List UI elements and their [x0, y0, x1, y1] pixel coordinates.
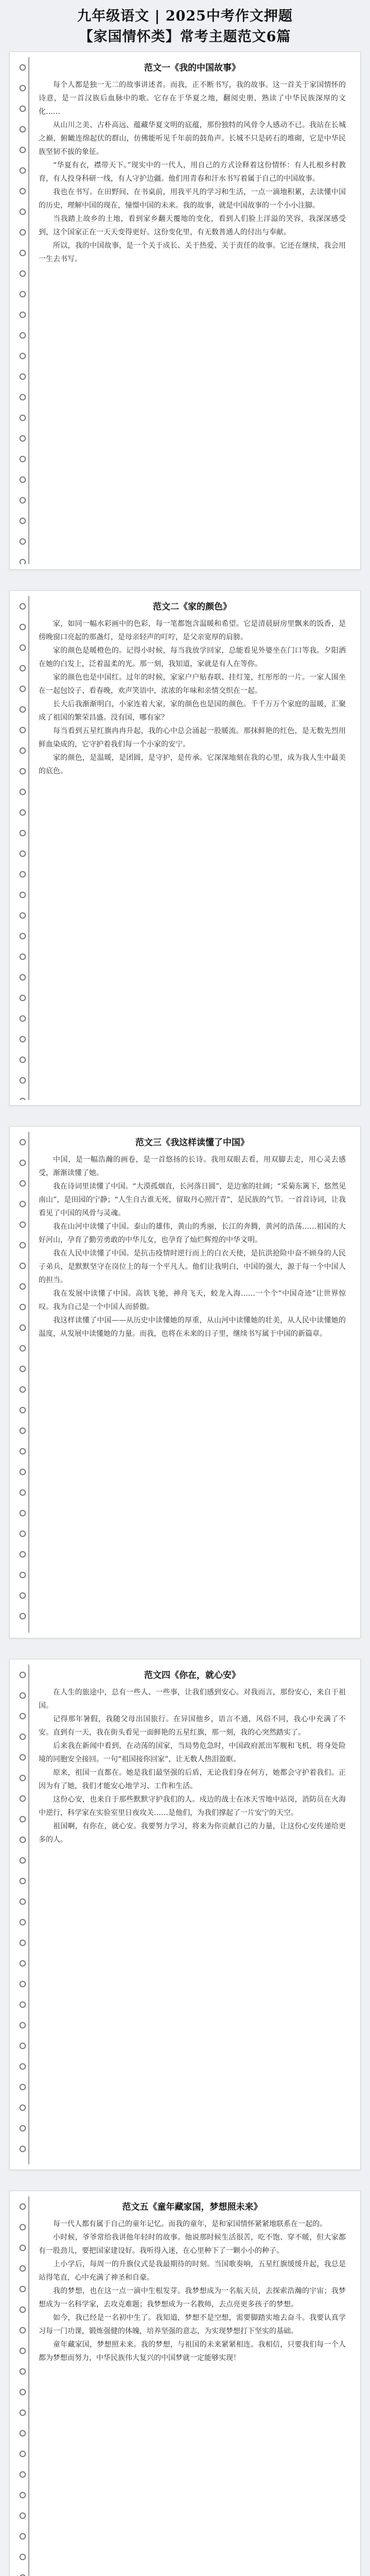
binder-rings-icon	[15, 1665, 30, 2164]
essay-paragraph: 上小学后，每周一的升旗仪式是我最期待的时刻。当国歌奏响，五星红旗缓缓升起，我总是站得笔直，心中充满了神圣和自豪。	[39, 2260, 346, 2282]
essay-title: 范文五《童年藏家国，梦想照未来》	[122, 2202, 262, 2212]
essay-card	[9, 1126, 361, 1638]
card-spacer	[9, 570, 361, 590]
essay-paragraph: 我在诗词里读懂了中国。“大漠孤烟直，长河落日圆”，是边塞的壮阔；“采菊东篱下，悠然见南山”，是田园的宁静；“人生自古谁无死，留取丹心照汗青”，是民族的气节。一首首诗词，让我看见了中国的风骨与灵魂。	[39, 1182, 346, 1217]
binder-rings-icon	[15, 596, 30, 1100]
binder-rings-icon	[15, 2196, 30, 2576]
essay-card	[9, 1659, 361, 2170]
essay-paragraph: 小时候，爷爷常给我讲他年轻时的故事。他说那时候生活很苦，吃不饱、穿不暖，但大家都有一股劲儿，要把国家建设好。我听得入迷，在心里种下了一颗小小的种子。	[39, 2233, 346, 2255]
essay-paragraph: “华夏有衣，襟带天下。”现实中的一代人，用自己的方式诠释着这份情怀：有人扎根乡村教育，有人投身科研一线，有人守护边疆。他们用青春和汗水书写着属于自己的中国故事。	[39, 161, 346, 183]
essay-title: 范文三《我这样读懂了中国》	[135, 1138, 249, 1148]
essay-list	[9, 52, 361, 2576]
essay-paragraph: 每个人都是独一无二的故事讲述者。而我，正不断书写，我的故事。这一首关于家国情怀的诗意，是一首汉族后血脉中的歌。它存在于华夏之地，翻阅史册，熟读了中华民族深厚的文化……	[39, 81, 346, 116]
essay-paragraph: 当我踏上故乡的土地，看到家乡翻天覆地的变化，看到人们脸上洋溢的笑容，我深深感受到，这个国家正在一天天变得更好。这份变化里，有无数普通人的付出与奉献。	[39, 215, 346, 236]
essay-paragraph: 后来我在新闻中看到，在动荡的国家，当局势危急时，中国政府派出军舰和飞机，将身处险境的同胞安全接回。一句“祖国接你回家”，让无数人热泪盈眶。	[39, 1742, 346, 1764]
essay-paragraph: 家，如同一幅水彩画中的色彩，每一笔都饱含温暖和希望。它是清晨厨房里飘来的饭香，是傍晚窗口亮起的那盏灯，是母亲轻声的叮咛，是父亲宽厚的肩膀。	[39, 620, 346, 641]
essay-paragraph: 家的颜色是暖橙色的。记得小时候，每当我放学回家，总能看见外婆坐在门口等我。夕阳洒在她的白发上，泛着温柔的光。那一刻，我知道，家就是有人在等你。	[39, 647, 346, 668]
essay-paragraph: 我这样读懂了中国——从历史中读懂她的厚重，从山河中读懂她的壮美，从人民中读懂她的温度，从发展中读懂她的力量。而我，也将在未来的日子里，继续书写属于中国的新篇章。	[39, 1316, 346, 1338]
essay-title: 范文四《你在，就心安》	[144, 1670, 240, 1681]
essay-paragraph: 原来，祖国一直都在。她是我们最坚强的后盾，无论我们身在何方，她都会守护着我们。正因为有了她，我们才能安心地学习、工作和生活。	[39, 1769, 346, 1790]
essay-card	[9, 2191, 361, 2576]
essay-paragraph: 我在人民中读懂了中国。是抗击疫情时逆行而上的白衣天使，是抗洪抢险中奋不顾身的人民子弟兵，是默默坚守在岗位上的每一个平凡人。他们让我明白，中国的强大，源于每一个中国人的担当。	[39, 1249, 346, 1284]
essay-paragraph: 我在发展中读懂了中国。高铁飞驰，神舟飞天，蛟龙入海……一个个“中国奇迹”让世界惊叹。我为自己是一个中国人而骄傲。	[39, 1290, 346, 1311]
essay-paragraph: 我的梦想，也在这一点一滴中生根发芽。我梦想成为一名航天员，去探索浩瀚的宇宙；我梦想成为一名科学家，去攻克难题；我梦想成为一名教师，去点亮更多孩子的梦想。	[39, 2287, 346, 2309]
binder-rings-icon	[15, 57, 30, 564]
essay-paragraph: 童年藏家国，梦想照未来。我的梦想，与祖国的未来紧紧相连。我相信，只要我们每一个人都为梦想而努力，中华民族伟大复兴的中国梦就一定能够实现！	[39, 2341, 346, 2362]
essay-paragraph: 家的颜色也是中国红。过年的时候，家家户户贴春联、挂灯笼，红彤彤的一片。一家人围坐在一起包饺子、看春晚，欢声笑语中，浓浓的年味和亲情交织在一起。	[39, 673, 346, 695]
essay-paragraph: 我也在书写。在田野间、在书桌前，用我平凡的学习和生活，一点一滴地积累，去读懂中国的历史，理解中国的现在，憧憬中国的未来。我的故事，就是中国故事的一个小小注脚。	[39, 188, 346, 210]
page-title	[9, 6, 361, 47]
essay-paragraph: 从山川之美、古朴高远、蕴藏华夏文明的底蕴，那份独特的风骨令人感动不已。我站在长城之巅，俯瞰连绵起伏的群山，仿佛能听见千年前的鼓角声。长城不只是砖石的堆砌，它是中华民族坚韧不拔的象征。	[39, 121, 346, 156]
essay-title: 范文二《家的颜色》	[153, 602, 232, 612]
essay-paragraph: 如今，我已经是一名初中生了。我知道，梦想不是空想，需要脚踏实地去奋斗。我要认真学习每一门功课，锻炼强健的体魄，培养坚强的意志，为实现梦想打下坚实的基础。	[39, 2314, 346, 2335]
card-spacer	[9, 2170, 361, 2191]
card-spacer	[9, 1106, 361, 1126]
essay-title: 范文一《我的中国故事》	[144, 63, 240, 73]
essay-card	[9, 590, 361, 1106]
essay-paragraph: 所以，我的中国故事，是一个关于成长、关于热爱、关于责任的故事。它还在继续，我会用一生去书写。	[39, 242, 346, 263]
essay-paragraph: 这份心安，也来自于那些默默守护我们的人。戍边的战士在冰天雪地中站岗，消防员在火海中逆行，科学家在实验室里日夜攻关……是他们，为我们撑起了一片安宁的天空。	[39, 1795, 346, 1817]
essay-paragraph: 长大后我渐渐明白，小家连着大家，家的颜色也是国的颜色。千千万万个家庭的温暖，汇聚成了祖国的繁荣昌盛。没有国，哪有家？	[39, 700, 346, 722]
page-title-line-2: 【家国情怀类】常考主题范文6篇	[79, 29, 291, 45]
essay-paragraph: 中国，是一幅浩瀚的画卷，是一首悠扬的长诗。我用双眼去看，用双脚去走，用心灵去感受，渐渐读懂了她。	[39, 1156, 346, 1177]
essay-paragraph: 记得那年暑假，我随父母出国旅行。在异国他乡，语言不通，风俗不同，我心中充满了不安。直到有一天，我在街头看见一面鲜艳的五星红旗，那一刻，我的心突然踏实了。	[39, 1715, 346, 1737]
essay-paragraph: 祖国啊，有你在，就心安。我要努力学习，将来为你贡献自己的力量，让这份心安传递给更多的人。	[39, 1822, 346, 1844]
essay-paragraph: 家的颜色，是温暖，是团圆，是守护，是传承。它深深地刻在我的心里，成为我人生中最美的底色。	[39, 754, 346, 775]
card-spacer	[9, 1638, 361, 1659]
essay-paragraph: 每一代人都有属于自己的童年记忆。而我的童年，是和家国情怀紧紧地联系在一起的。	[53, 2220, 327, 2228]
essay-card	[9, 52, 361, 570]
page-title-line-1: 九年级语文 | 2025中考作文押题	[77, 8, 293, 24]
binder-rings-icon	[15, 1132, 30, 1633]
essay-paragraph: 我在山河中读懂了中国。泰山的雄伟，黄山的秀丽，长江的奔腾，黄河的浩荡……祖国的大好河山，孕育了勤劳勇敢的中华儿女，也孕育了灿烂辉煌的中华文明。	[39, 1223, 346, 1244]
essay-paragraph: 每当看到五星红旗冉冉升起，我的心中总会涌起一股暖流。那抹鲜艳的红色，是无数先烈用鲜血染成的，它守护着我们每一个小家的安宁。	[39, 727, 346, 749]
essay-paragraph: 在人生的旅途中，总有一些人、一些事，让我们感到安心。对我而言，那份安心，来自于祖国。	[39, 1688, 346, 1710]
